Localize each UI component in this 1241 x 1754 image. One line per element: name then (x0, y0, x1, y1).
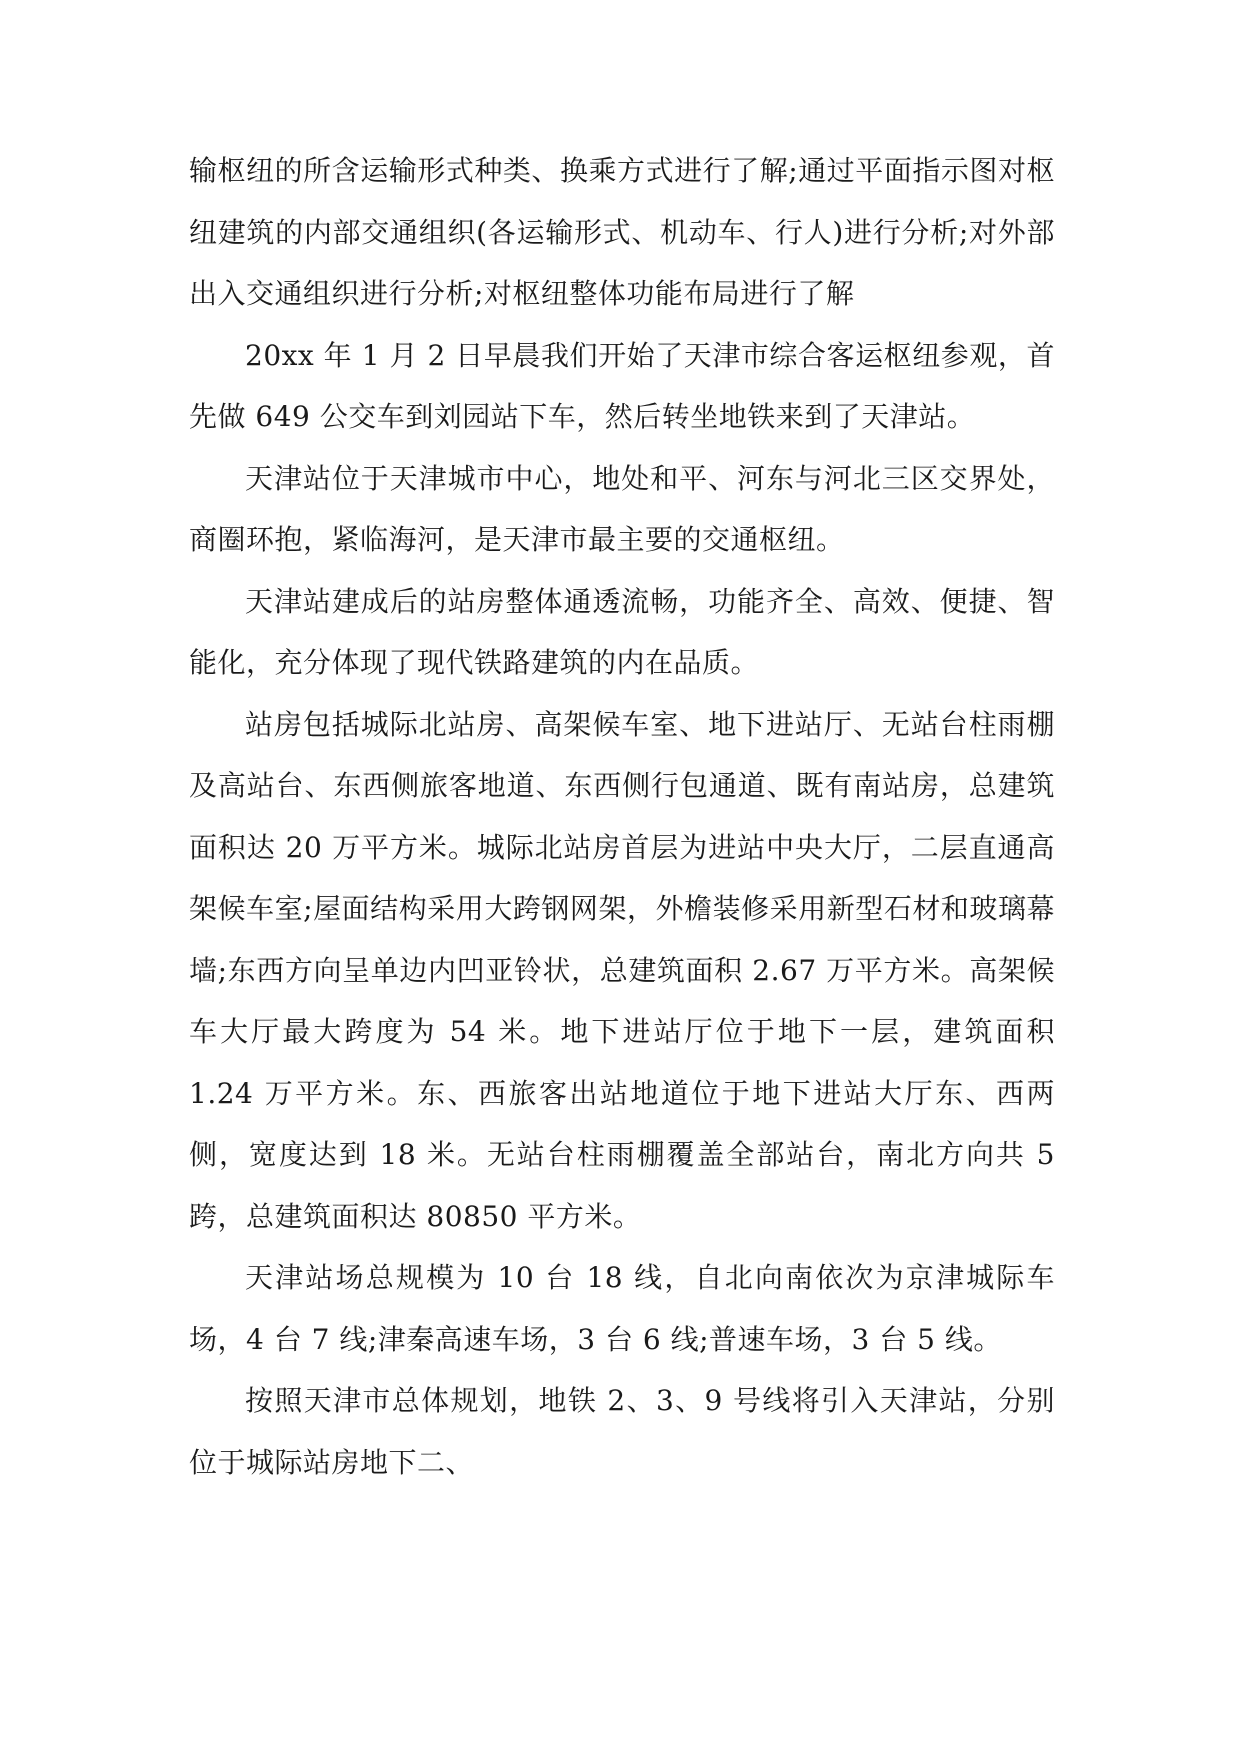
document-body (189, 140, 1055, 1493)
paragraph-visit-route: 20xx 年 1 月 2 日早晨我们开始了天津市综合客运枢纽参观，首先做 649 公交车到刘园站下车，然后转坐地铁来到了天津站。 (189, 338, 1055, 433)
paragraph-station-buildings: 站房包括城际北站房、高架候车室、地下进站厅、无站台柱雨棚及高站台、东西侧旅客地道、东西侧行包通道、既有南站房，总建筑面积达 20 万平方米。城际北站房首层为进站中央大厅，二层直通高架候车室;屋面结构采用大跨钢网架，外檐装修采用新型石材和玻璃幕墙;东西方向呈单边内凹亚铃状，总建筑面积 2.67 万平方米。高架候车大厅最大跨度为 54 米。地下进站厅位于地下一层，建筑面积 1.24 万平方米。东、西旅客出站地道位于地下进站大厅东、西两侧，宽度达到 18 米。无站台柱雨棚覆盖全部站台，南北方向共 5 跨，总建筑面积达 80850 平方米。 (189, 707, 1055, 1233)
paragraph-station-location: 天津站位于天津城市中心，地处和平、河东与河北三区交界处，商圈环抱，紧临海河，是天津市最主要的交通枢纽。 (189, 461, 1055, 556)
paragraph-continued: 输枢纽的所含运输形式种类、换乘方式进行了解;通过平面指示图对枢纽建筑的内部交通组织(各运输形式、机动车、行人)进行分析;对外部出入交通组织进行分析;对枢纽整体功能布局进行了解 (189, 154, 1055, 310)
paragraph-metro-lines: 按照天津市总体规划，地铁 2、3、9 号线将引入天津站，分别位于城际站房地下二、 (189, 1384, 1055, 1479)
paragraph-station-quality: 天津站建成后的站房整体通透流畅，功能齐全、高效、便捷、智能化，充分体现了现代铁路建筑的内在品质。 (189, 584, 1055, 679)
paragraph-station-tracks: 天津站场总规模为 10 台 18 线，自北向南依次为京津城际车场，4 台 7 线;津秦高速车场，3 台 6 线;普速车场，3 台 5 线。 (189, 1261, 1055, 1356)
